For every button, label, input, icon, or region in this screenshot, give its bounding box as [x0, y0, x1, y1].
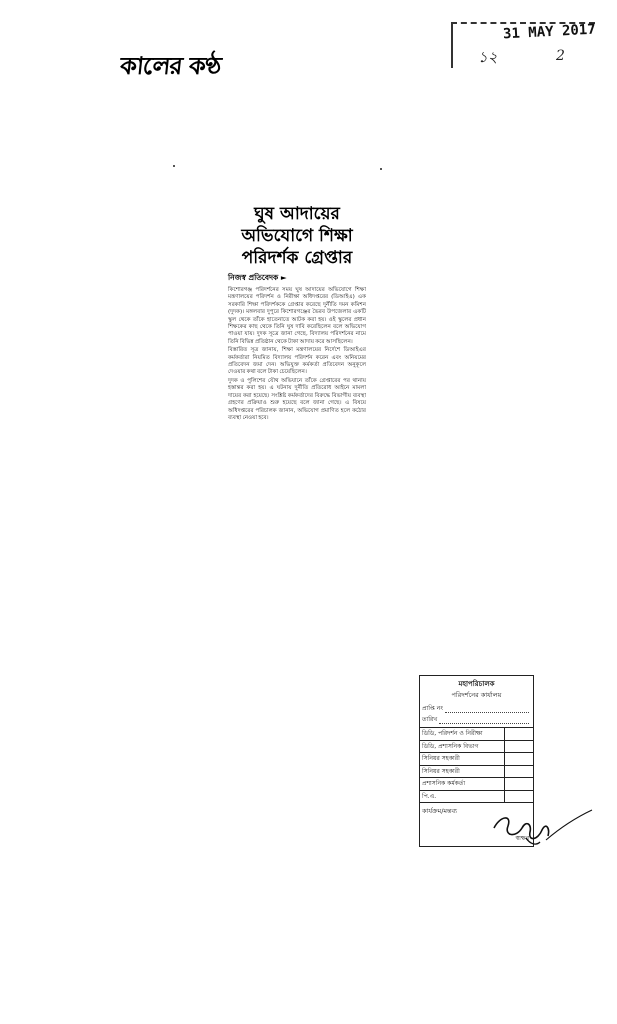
article-body [228, 287, 366, 422]
headline-line-1: ঘুষ আদায়ের [254, 204, 340, 224]
form-row-label: সিনিয়র সহকারী [420, 766, 505, 778]
form-footer: স্বাক্ষর [515, 835, 529, 842]
form-date-label: তারিখ [422, 716, 438, 723]
form-row [420, 778, 533, 791]
form-date-line [420, 714, 533, 725]
form-row-label: পি.এ. [420, 791, 505, 803]
article-headline [228, 203, 366, 269]
handwritten-number: ১২ [478, 48, 498, 66]
form-receipt-label: প্রাপ্তি নং [422, 705, 443, 712]
form-title: মহাপরিচালক [458, 680, 495, 688]
article-byline: নিজস্ব প্রতিবেদক ► [228, 273, 287, 282]
form-row [420, 741, 533, 754]
form-receipt-line [420, 703, 533, 714]
headline-line-3: পরিদর্শক গ্রেপ্তার [241, 248, 353, 268]
form-subtitle: পরিদর্শনের কার্যালয় [451, 691, 502, 699]
form-row-label: ডিডি, পরিদর্শন ও নিরীক্ষা [420, 728, 505, 740]
speck [380, 168, 382, 170]
form-row [420, 728, 533, 741]
newspaper-masthead: কালের কণ্ঠ [118, 51, 223, 80]
handwritten-digit: 2 [556, 48, 565, 64]
date-stamp: 31 MAY 2017 [502, 21, 597, 43]
form-row-label: প্রশাসনিক কর্মকর্তা [420, 778, 505, 790]
article-paragraph: কিশোরগঞ্জ পরিদর্শনের সময় ঘুষ আদায়ের অভিযোগে শিক্ষা মন্ত্রণালয়ের পরিদর্শন ও নিরীক্ষা অধিদপ্তরের (ডিআইএ) এক সরকারি শিক্ষা পরিদর্শককে গ্রেপ্তার করেছে দুর্নীতি দমন কমিশন (দুদক)। মঙ্গলবার দুপুরে কিশোরগঞ্জের ভৈরব উপজেলার একটি স্কুল থেকে তাঁকে হাতেনাতে আটক করা হয়। ওই স্কুলের প্রধান শিক্ষকের কাছ থেকে তিনি ঘুষ দাবি করেছিলেন বলে অভিযোগ পাওয়া যায়। দুদক সূত্রে জানা গেছে, বিদ্যালয় পরিদর্শনের নামে তিনি বিভিন্ন প্রতিষ্ঠান থেকে টাকা আদায় করে আসছিলেন। [228, 287, 366, 345]
form-action-label: কার্যক্রম/মন্তব্য [422, 807, 458, 815]
headline-line-2: অভিযোগে শিক্ষা [241, 226, 353, 246]
article-paragraph: বিস্তারিত সূত্র জানায়, শিক্ষা মন্ত্রণালয়ের নির্দেশে ডিআইএর কর্মকর্তারা নিয়মিত বিদ্যালয় পরিদর্শন করেন এবং অনিয়মের প্রতিবেদন জমা দেন। অভিযুক্ত কর্মকর্তা প্রতিবেদন অনুকূলে দেওয়ার কথা বলে টাকা চেয়েছিলেন। [228, 347, 366, 376]
speck [173, 165, 175, 167]
newspaper-clipping [228, 203, 366, 733]
form-row [420, 766, 533, 779]
form-row-label: সিনিয়র সহকারী [420, 753, 505, 765]
handwritten-signature [480, 798, 595, 853]
form-row-label: ডিডি, প্রশাসনিক বিভাগ [420, 741, 505, 753]
article-paragraph: দুদক ও পুলিশের যৌথ অভিযানে তাঁকে গ্রেপ্তারের পর থানায় হস্তান্তর করা হয়। এ ঘটনায় দুর্নীতি প্রতিরোধ আইনে মামলা দায়ের করা হয়েছে। সংশ্লিষ্ট কর্মকর্তাদের বিরুদ্ধে বিভাগীয় ব্যবস্থা গ্রহণের প্রক্রিয়াও শুরু হয়েছে বলে জানা গেছে। এ বিষয়ে অধিদপ্তরের পরিচালক জানান, অভিযোগ প্রমাণিত হলে কঠোর ব্যবস্থা নেওয়া হবে। [228, 377, 366, 421]
form-routing-table [420, 727, 533, 803]
form-row [420, 753, 533, 766]
